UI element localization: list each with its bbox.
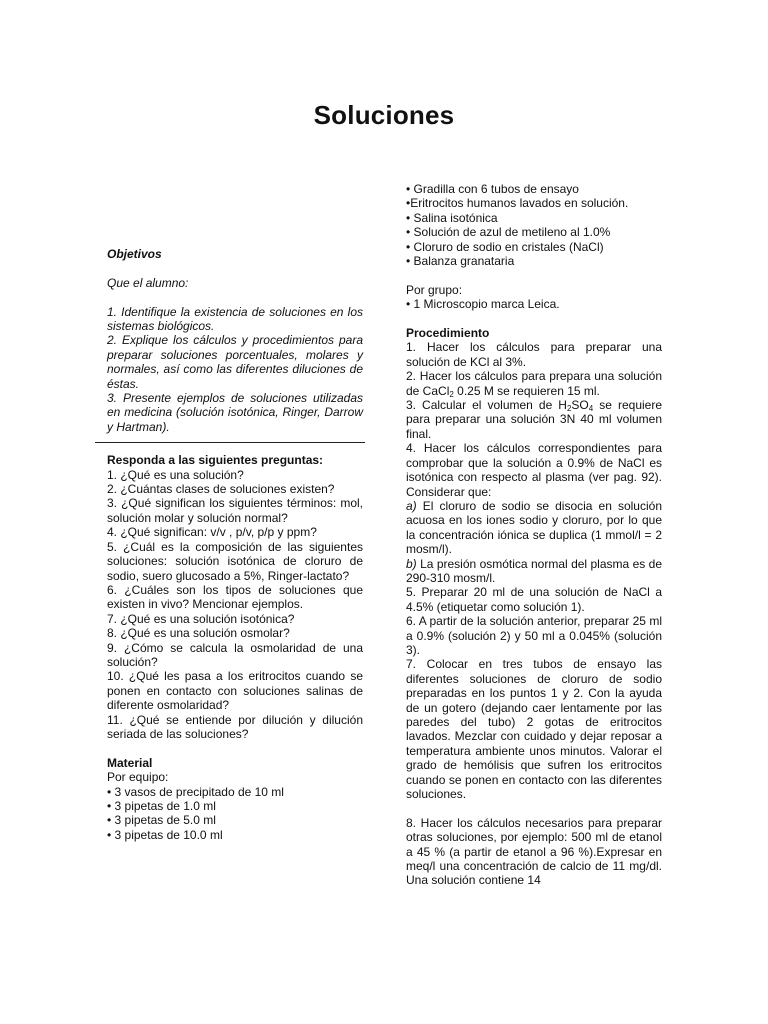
left-column: [107, 247, 363, 842]
objetivo-item: 2. Explique los cálculos y procedimientos para preparar soluciones porcentuales, molares y normales, así como las diferentes diluciones de éstas.: [107, 333, 363, 391]
material-item: • Cloruro de sodio en cristales (NaCl): [406, 239, 604, 254]
pregunta-item: 7. ¿Qué es una solución isotónica?: [107, 611, 295, 626]
material-item: • 3 pipetas de 5.0 ml: [107, 813, 216, 828]
material-item: • 1 Microscopio marca Leica.: [406, 297, 560, 312]
procedimiento-substep: [406, 499, 662, 557]
preguntas-heading: Responda a las siguientes preguntas:: [107, 453, 324, 468]
page-title: Soluciones: [313, 100, 455, 130]
pregunta-item: 6. ¿Cuáles son los tipos de soluciones que existen in vivo? Mencionar ejemplos.: [107, 582, 363, 612]
pregunta-item: 5. ¿Cuál es la composición de las siguientes soluciones: solución isotónica de cloruro de sodio, suero glucosado a 5%, Ringer-lactato?: [107, 539, 363, 583]
pregunta-item: 3. ¿Qué significan los siguientes términos: mol, solución molar y solución normal?: [107, 496, 363, 525]
objetivo-item: 3. Presente ejemplos de soluciones utilizadas en medicina (solución isotónica, Ringer, Darrow y Hartman).: [107, 391, 363, 434]
step-text: 3. Calcular el volumen de H: [406, 398, 567, 413]
procedimiento-step: 6. A partir de la solución anterior, preparar 25 ml a 0.9% (solución 2) y 50 ml a 0.045% (solución 3).: [406, 614, 662, 657]
material-item: • 3 vasos de precipitado de 10 ml: [107, 784, 284, 799]
step-text: El cloruro de sodio se disocia en solución acuosa en los iones sodio y cloruro, por lo que la concentración iónica se duplica (1 mmol/l = 2 mosm/l).: [406, 498, 662, 557]
pregunta-item: 10. ¿Qué les pasa a los eritrocitos cuando se ponen en contacto con soluciones salinas de diferente osmolaridad?: [107, 669, 363, 713]
objetivos-heading: Objetivos: [107, 247, 162, 261]
procedimiento-step: 8. Hacer los cálculos necesarios para preparar otras soluciones, por ejemplo: 500 ml de etanol a 45 % (a partir de etanol a 96 %).Expresar en meq/l una concentración de calcio de 11 mg/dl. Una solución contiene 14: [406, 815, 662, 888]
por-equipo-label: Por equipo:: [107, 770, 169, 785]
step-text: La presión osmótica normal del plasma es de 290-310 mosm/l.: [406, 556, 662, 585]
pregunta-item: 9. ¿Cómo se calcula la osmolaridad de una solución?: [107, 640, 363, 669]
material-item: • Gradilla con 6 tubos de ensayo: [406, 182, 579, 196]
pregunta-item: 11. ¿Qué se entiende por dilución y dilución seriada de las soluciones?: [107, 712, 363, 741]
procedimiento-step: [406, 398, 662, 441]
procedimiento-step: 7. Colocar en tres tubos de ensayo las diferentes soluciones de cloruro de sodio preparadas en los puntos 1 y 2. Con la ayuda de un gotero (dejando caer lentamente por las paredes del tubo) 2 gotas de eritrocitos lavados. Mezclar con cuidado y dejar reposar a temperatura ambiente unos minutos. Valorar el grado de hemólisis que sufren los eritrocitos cuando se ponen en contacto con las diferentes soluciones.: [406, 657, 662, 802]
procedimiento-substep: [406, 557, 662, 586]
step-text: 0.25 M se requieren 15 ml.: [453, 383, 600, 398]
substep-label: b): [406, 556, 417, 571]
procedimiento-step: 4. Hacer los cálculos correspondientes para comprobar que la solución a 0.9% de NaCl es isotónica con respecto al plasma (ver pag. 92). Considerar que:: [406, 441, 662, 499]
pregunta-item: 1. ¿Qué es una solución?: [107, 467, 244, 482]
subscript: 2: [449, 389, 454, 399]
material-item: • Solución de azul de metileno al 1.0%: [406, 225, 611, 240]
procedimiento-step: [406, 369, 662, 398]
por-grupo-label: Por grupo:: [406, 282, 463, 297]
procedimiento-step: 1. Hacer los cálculos para preparar una solución de KCl al 3%.: [406, 340, 662, 369]
material-item: • Balanza granataria: [406, 254, 515, 269]
section-divider: [95, 442, 365, 443]
pregunta-item: 8. ¿Qué es una solución osmolar?: [107, 626, 290, 641]
material-item: • 3 pipetas de 1.0 ml: [107, 798, 216, 813]
objetivo-item: 1. Identifique la existencia de soluciones en los sistemas biológicos.: [107, 304, 363, 333]
substep-label: a): [406, 498, 417, 513]
pregunta-item: 2. ¿Cuántas clases de soluciones existen?: [107, 482, 335, 497]
material-item: • Salina isotónica: [406, 210, 498, 225]
right-column: [406, 182, 662, 888]
subscript: 2: [566, 404, 572, 414]
pregunta-item: 4. ¿Qué significan: v/v , p/v, p/p y ppm?: [107, 525, 317, 540]
subscript: 4: [588, 404, 594, 414]
material-item: • 3 pipetas de 10.0 ml: [107, 827, 223, 842]
objetivos-intro: Que el alumno:: [107, 275, 189, 290]
step-text: SO: [571, 398, 589, 413]
material-item: •Eritrocitos humanos lavados en solución.: [406, 196, 629, 211]
step-text: 2. Hacer los cálculos para prepara una solución de CaCl: [406, 369, 662, 398]
procedimiento-heading: Procedimiento: [406, 326, 490, 341]
procedimiento-step: 5. Preparar 20 ml de una solución de NaCl a 4.5% (etiquetar como solución 1).: [406, 585, 662, 614]
material-heading: Material: [107, 755, 153, 770]
step-text: se requiere para preparar una solución 3N 40 ml volumen final.: [406, 398, 663, 441]
